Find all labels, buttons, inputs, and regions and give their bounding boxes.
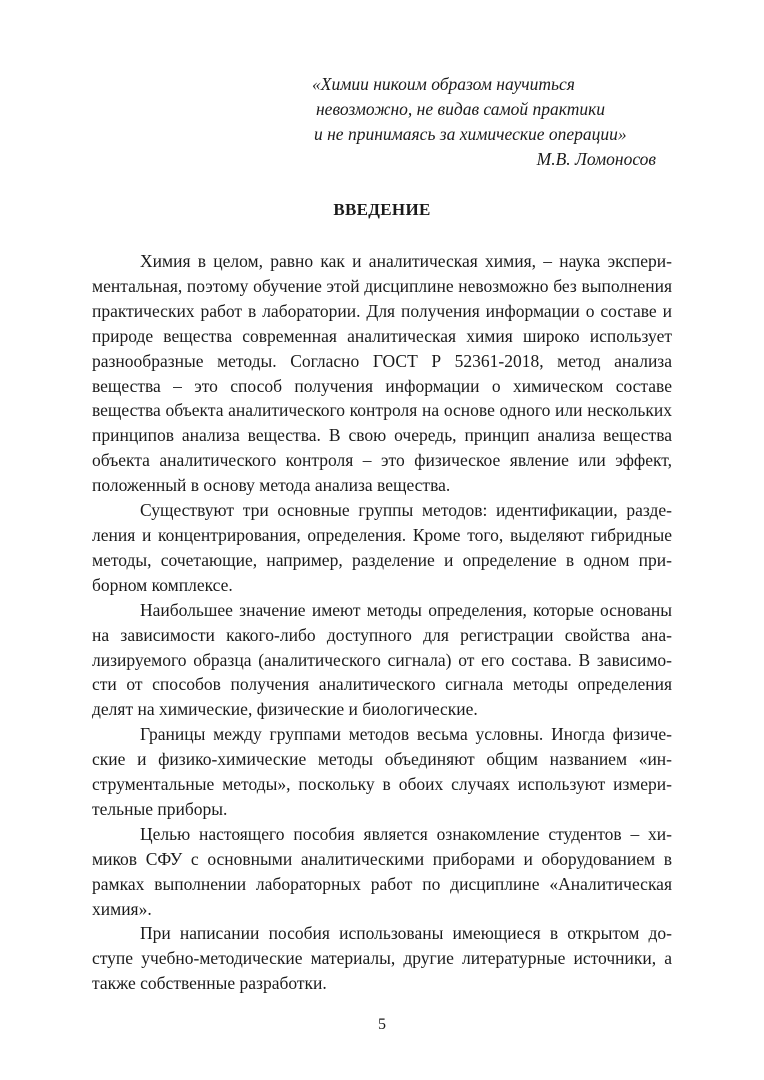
body-text <box>92 249 672 996</box>
page-number: 5 <box>378 1016 386 1033</box>
paragraph: Границы между группами методов весьма условны. Иногда физические и физико-химические методы объединяют общим названием «инструментальные методы», поскольку в обоих случаях используют измерительные приборы. <box>92 724 672 819</box>
epigraph-line: невозможно, не видав самой практики <box>316 99 606 119</box>
paragraph: При написании пособия использованы имеющиеся в открытом доступе учебно-методические материалы, другие литературные источники, а также собственные разработки. <box>92 923 672 994</box>
paragraph: Химия в целом, равно как и аналитическая химия, – наука экспериментальная, поэтому обучение этой дисциплине невозможно без выполнения практических работ в лаборатории. Для получения информации о составе и природе вещества современная аналитическая химия широко использует разнообразные методы. Согласно ГОСТ Р 52361-2018, метод анализа вещества – это способ получения информации о химическом составе вещества объекта аналитического контроля на основе одного или нескольких принципов анализа вещества. В свою очередь, принцип анализа вещества объекта аналитического контроля – это физическое явление или эффект, положенный в основу метода анализа вещества. <box>92 251 672 496</box>
paragraph: Наибольшее значение имеют методы определения, которые основаны на зависимости какого-либо доступного для регистрации свойства анализируемого образца (аналитического сигнала) от его состава. В зависимости от способов получения аналитического сигнала методы определения делят на химические, физические и биологические. <box>92 599 672 720</box>
epigraph <box>300 72 670 172</box>
epigraph-line: и не принимаясь за химические операции» <box>314 124 627 144</box>
section-title: ВВЕДЕНИЕ <box>333 200 431 219</box>
paragraph: Целью настоящего пособия является ознакомление студентов – химиков СФУ с основными аналитическими приборами и оборудованием в рамках выполнении лабораторных работ по дисциплине «Аналитическая химия». <box>92 823 672 919</box>
epigraph-author: М.В. Ломоносов <box>536 149 656 169</box>
epigraph-line: «Химии никоим образом научиться <box>312 74 575 94</box>
paragraph: Существуют три основные группы методов: идентификации, разделения и концентрирования, определения. Кроме того, выделяют гибридные методы, сочетающие, например, разделение и определение в одном приборном комплексе. <box>92 500 672 595</box>
